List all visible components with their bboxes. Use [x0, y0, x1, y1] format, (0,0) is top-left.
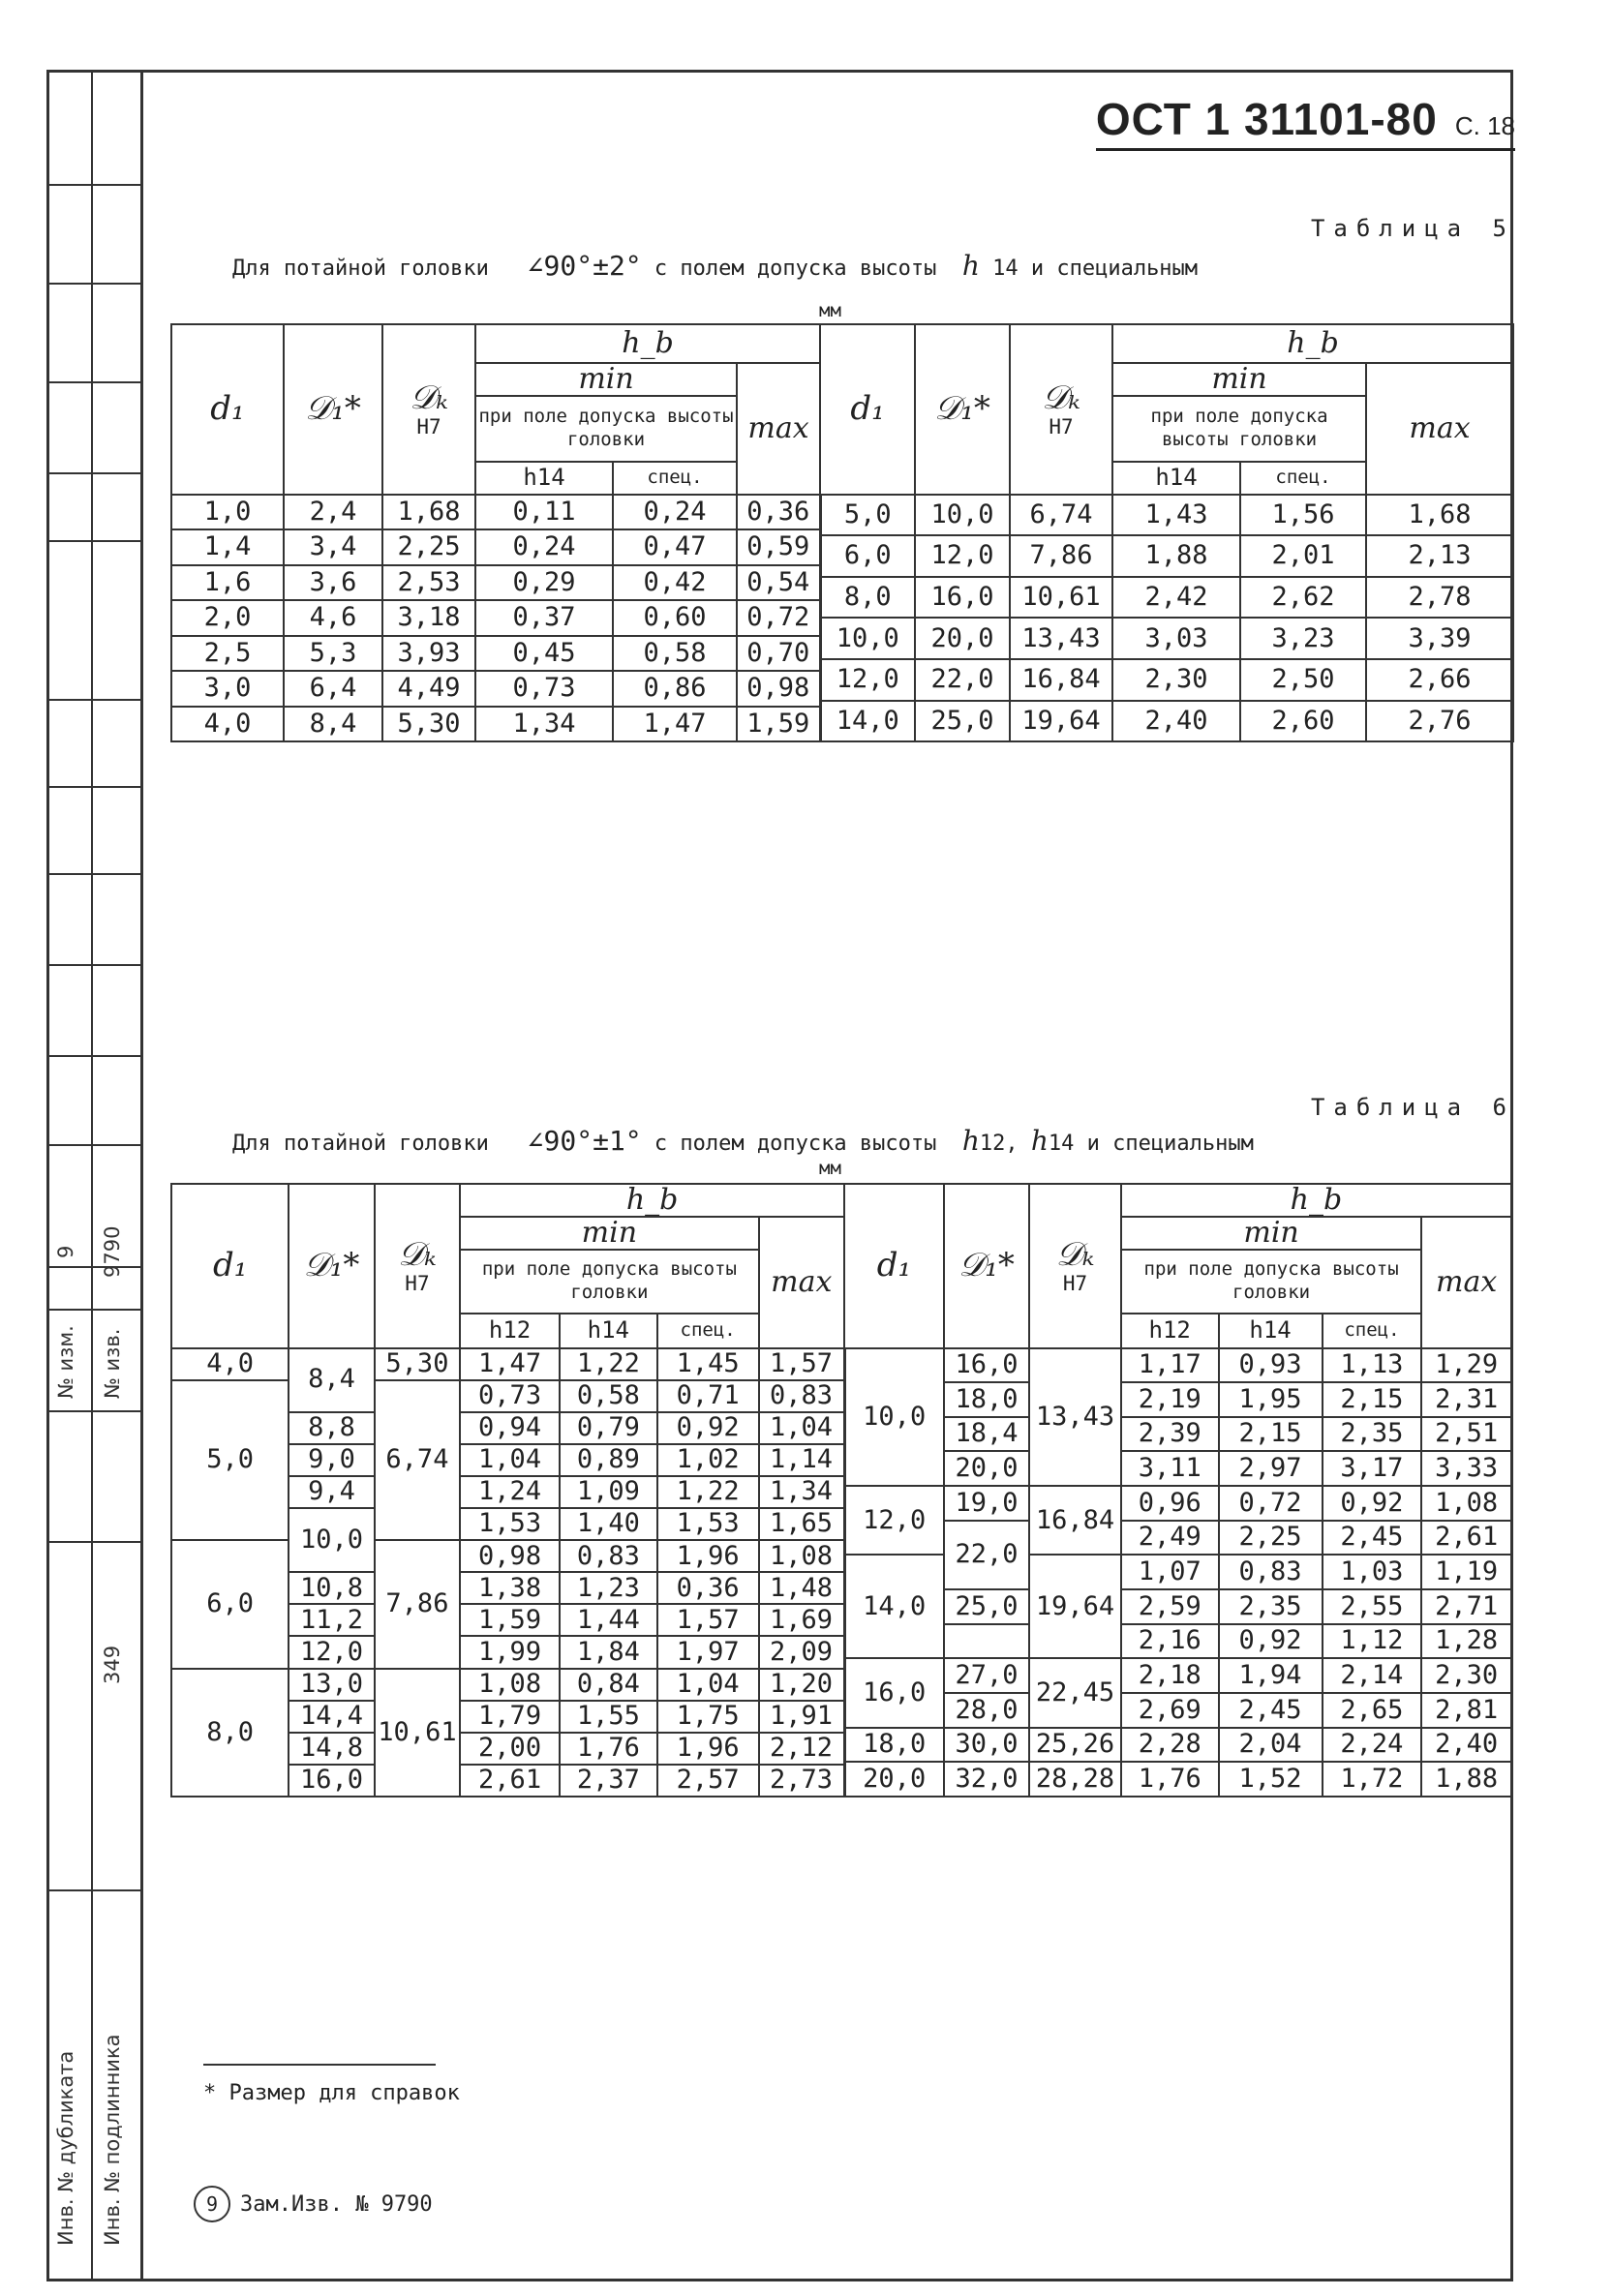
t6-cell: 2,69 — [1121, 1693, 1219, 1728]
t6-cell: 1,48 — [759, 1572, 844, 1604]
t6-cell: 1,75 — [657, 1701, 759, 1733]
t5-cell: 1,34 — [475, 707, 613, 742]
table5-title: Таблица 5 — [1310, 215, 1515, 242]
t6-cell: 2,71 — [1421, 1589, 1511, 1624]
doc-code: ОСТ 1 31101-80 — [1095, 94, 1438, 144]
t6-cell: 1,69 — [759, 1604, 844, 1636]
t6-cell: 13,0 — [289, 1669, 374, 1701]
t6-cell: 0,94 — [460, 1412, 560, 1444]
t5-cell: 1,56 — [1240, 495, 1366, 536]
t6-cell: 2,59 — [1121, 1589, 1219, 1624]
t5-cell: 2,66 — [1366, 659, 1513, 701]
t5-cell: 3,93 — [382, 636, 475, 672]
table6-unit: мм — [819, 1158, 841, 1179]
t6-cell: 6,0 — [171, 1540, 289, 1668]
t5-cell: 1,4 — [171, 529, 284, 565]
t6-cell: 1,09 — [560, 1476, 657, 1508]
t5-cell: 4,6 — [284, 600, 382, 636]
change-mark: 9 Зам.Изв. № 9790 — [194, 2186, 433, 2222]
t5-cell: 0,98 — [737, 671, 820, 707]
t5-cell: 3,39 — [1366, 618, 1513, 659]
table5: d₁ 𝒟₁* 𝒟ₖ H7 h_b d₁ 𝒟₁* 𝒟ₖ H7 h_b min max min max при поле допуска высоты головки при поле допуска высоты головки h14 спец. h14 спец. 1,0 2,4 1,68 0,11 0,24 0,36 5,0 10,0 6,74 1,43 1,56 1,68 1,4 3,4 2,25 0,24 0,47 0,59 6,0 12,0 7,86 1,88 2,01 2,13 1,6 3,6 2,53 0,29 0,42 0,54 8,0 16,0 10,61 2,42 2,62 2,78 2,0 4,6 3,18 0,37 0,60 0,72 10,0 20,0 13,43 3,03 3,23 3,39 2,5 5,3 3,93 0,45 0,58 0,70 12,0 22,0 16,84 2,30 2,50 2,66 3,0 6,4 4,49 0,73 0,86 0,98 14,0 25,0 19,64 2,40 2,60 2,76 4,0 8,4 5,30 1,34 1,47 1,59 — [170, 323, 1514, 742]
t6-cell: 2,24 — [1323, 1728, 1422, 1763]
t5-cell: 2,5 — [171, 636, 284, 672]
t6-cell: 27,0 — [944, 1658, 1029, 1693]
t6-cell: 1,19 — [1421, 1555, 1511, 1589]
t5-cell: 20,0 — [915, 618, 1010, 659]
document-header — [1096, 93, 1515, 145]
t5-cell: 10,61 — [1010, 577, 1112, 619]
t6-cell: 2,45 — [1219, 1693, 1323, 1728]
t6-cell: 25,0 — [944, 1589, 1029, 1624]
t6-cell: 1,72 — [1323, 1762, 1422, 1797]
t6-cell: 1,79 — [460, 1701, 560, 1733]
t5-cell: 0,42 — [613, 565, 737, 601]
t5-cell: 6,4 — [284, 671, 382, 707]
t5-cell: 0,70 — [737, 636, 820, 672]
t5-cell: 0,47 — [613, 529, 737, 565]
margin-izm-value: 9 — [54, 1245, 77, 1258]
col-hb: h_b — [475, 324, 820, 363]
t5-cell: 3,6 — [284, 565, 382, 601]
t6-cell: 0,36 — [657, 1572, 759, 1604]
t5-cell: 2,50 — [1240, 659, 1366, 701]
t5-cell: 25,0 — [915, 701, 1010, 742]
t5-cell: 5,3 — [284, 636, 382, 672]
t6-cell: 5,30 — [375, 1348, 460, 1380]
col-d1: d₁ — [171, 324, 284, 495]
t5-cell: 10,0 — [915, 495, 1010, 536]
table5-unit: мм — [819, 300, 841, 321]
t6-cell: 2,61 — [460, 1765, 560, 1797]
t5-cell: 7,86 — [1010, 535, 1112, 577]
margin-izv-value: 9790 — [101, 1225, 124, 1278]
t6-cell: 0,96 — [1121, 1486, 1219, 1521]
t6-cell: 1,24 — [460, 1476, 560, 1508]
t6-cell: 0,89 — [560, 1444, 657, 1476]
t6-cell: 2,97 — [1219, 1451, 1323, 1486]
t5-cell: 12,0 — [820, 659, 915, 701]
t5-cell: 4,0 — [171, 707, 284, 742]
t6-cell: 0,92 — [1219, 1624, 1323, 1659]
t6-cell: 6,74 — [375, 1380, 460, 1541]
t6-cell: 2,31 — [1421, 1382, 1511, 1417]
t6-cell: 0,83 — [759, 1380, 844, 1412]
t5-cell: 8,4 — [284, 707, 382, 742]
t5-cell: 14,0 — [820, 701, 915, 742]
t5-cell: 3,0 — [171, 671, 284, 707]
t6-cell: 1,22 — [560, 1348, 657, 1380]
t6-cell — [944, 1624, 1029, 1659]
t5-cell: 6,0 — [820, 535, 915, 577]
t6-cell: 2,15 — [1219, 1417, 1323, 1452]
t6-cell: 3,33 — [1421, 1451, 1511, 1486]
table6: d₁ 𝒟₁* 𝒟ₖ H7 h_b d₁ 𝒟₁* 𝒟ₖ H7 h_b min max min max при поле допуска высоты головки при поле допуска высоты головки h12 h14 спец. h12 h14 спец. 4,0 8,4 5,30 1,47 1,22 1,45 1,57 10,0 16,0 13,43 1,17 0,93 1,13 1,29 5,0 6,74 0,73 0,58 0,71 0,83 18,0 2,19 1,95 2,15 2,31 8,8 0,94 0,79 0,92 1,04 18,4 2,39 2,15 2,35 2,51 9,0 1,04 0,89 1,02 1,14 20,0 3,11 2,97 3,17 3,33 9,4 1,24 1,09 1,22 1,34 12,0 19,0 16,84 0,96 0,72 0,92 1,08 10,0 1,53 1,40 1,53 1,65 22,0 2,49 2,25 2,45 2,61 6,0 7,86 0,98 0,83 1,96 1,08 14,0 19,64 1,07 0,83 1,03 1,19 10,8 1,38 1,23 0,36 1,48 25,0 2,59 2,35 2,55 2,71 11,2 1,59 1,44 1,57 1,69 2,16 0,92 1,12 1,28 12,0 1,99 1,84 1,97 2,09 16,0 27,0 22,45 2,18 1,94 2,14 2,30 8,0 13,0 10,61 1,08 0,84 1,04 1,20 28,0 2,69 2,45 2,65 2,81 14,4 1,79 1,55 1,75 1,91 18,0 30,0 25,26 2,28 2,04 2,24 2,40 14,8 2,00 1,76 1,96 2,12 20,0 32,0 28,28 1,76 1,52 1,72 1,88 16,0 2,61 2,37 2,57 2,73 — [170, 1183, 1512, 1798]
t5-cell: 3,23 — [1240, 618, 1366, 659]
t5-cell: 2,0 — [171, 600, 284, 636]
t6-cell: 2,40 — [1421, 1728, 1511, 1763]
t6-cell: 9,4 — [289, 1476, 374, 1508]
t6-cell: 10,0 — [844, 1348, 944, 1487]
t6-cell: 0,93 — [1219, 1348, 1323, 1383]
t6-cell: 28,0 — [944, 1693, 1029, 1728]
page-number: С. 18 — [1454, 111, 1515, 140]
t6-cell: 1,07 — [1121, 1555, 1219, 1589]
t5-cell: 12,0 — [915, 535, 1010, 577]
t6-cell: 2,81 — [1421, 1693, 1511, 1728]
t6-cell: 28,28 — [1029, 1762, 1121, 1797]
t6-cell: 1,12 — [1323, 1624, 1422, 1659]
t6-cell: 30,0 — [944, 1728, 1029, 1763]
t6-cell: 14,0 — [844, 1555, 944, 1658]
t6-cell: 20,0 — [944, 1451, 1029, 1486]
t5-cell: 2,4 — [284, 495, 382, 530]
t6-cell: 1,97 — [657, 1636, 759, 1668]
t6-cell: 14,8 — [289, 1733, 374, 1765]
col-Dk: 𝒟ₖ H7 — [382, 324, 475, 495]
t5-cell: 3,18 — [382, 600, 475, 636]
t5-cell: 3,4 — [284, 529, 382, 565]
t6-cell: 22,45 — [1029, 1658, 1121, 1727]
t5-cell: 0,73 — [475, 671, 613, 707]
t5-cell: 2,01 — [1240, 535, 1366, 577]
t6-cell: 2,18 — [1121, 1658, 1219, 1693]
t6-cell: 1,45 — [657, 1348, 759, 1380]
t6-cell: 1,08 — [759, 1540, 844, 1572]
t5-cell: 0,72 — [737, 600, 820, 636]
t6-cell: 16,84 — [1029, 1486, 1121, 1555]
t6-cell: 1,13 — [1323, 1348, 1422, 1383]
t6-cell: 3,11 — [1121, 1451, 1219, 1486]
t6-cell: 2,37 — [560, 1765, 657, 1797]
t6-cell: 19,64 — [1029, 1555, 1121, 1658]
t6-cell: 1,84 — [560, 1636, 657, 1668]
t6-cell: 2,09 — [759, 1636, 844, 1668]
t6-cell: 25,26 — [1029, 1728, 1121, 1763]
t5-cell: 1,47 — [613, 707, 737, 742]
t6-cell: 12,0 — [289, 1636, 374, 1668]
t6-cell: 1,96 — [657, 1733, 759, 1765]
t6-cell: 0,98 — [460, 1540, 560, 1572]
t6-cell: 0,71 — [657, 1380, 759, 1412]
t6-cell: 1,23 — [560, 1572, 657, 1604]
t5-cell: 0,24 — [475, 529, 613, 565]
t5-cell: 0,45 — [475, 636, 613, 672]
t6-cell: 1,02 — [657, 1444, 759, 1476]
t5-cell: 0,54 — [737, 565, 820, 601]
t6-cell: 1,57 — [759, 1348, 844, 1380]
t5-cell: 3,03 — [1112, 618, 1240, 659]
t5-cell: 0,37 — [475, 600, 613, 636]
t6-cell: 14,4 — [289, 1701, 374, 1733]
t6-cell: 1,59 — [460, 1604, 560, 1636]
t6-cell: 8,8 — [289, 1412, 374, 1444]
t5-cell: 0,24 — [613, 495, 737, 530]
t5-cell: 2,60 — [1240, 701, 1366, 742]
t6-cell: 1,99 — [460, 1636, 560, 1668]
t6-cell: 1,38 — [460, 1572, 560, 1604]
t5-cell: 2,30 — [1112, 659, 1240, 701]
t6-cell: 1,22 — [657, 1476, 759, 1508]
margin-izv-label: № изв. — [101, 1328, 124, 1399]
t6-cell: 2,16 — [1121, 1624, 1219, 1659]
t6-cell: 11,2 — [289, 1604, 374, 1636]
t5-cell: 0,86 — [613, 671, 737, 707]
t6-cell: 1,04 — [657, 1669, 759, 1701]
t5-cell: 2,42 — [1112, 577, 1240, 619]
t6-cell: 1,96 — [657, 1540, 759, 1572]
col-hb-r: h_b — [1112, 324, 1513, 363]
t6-cell: 2,49 — [1121, 1521, 1219, 1556]
t6-cell: 1,53 — [460, 1508, 560, 1540]
t6-cell: 1,95 — [1219, 1382, 1323, 1417]
t6-cell: 1,08 — [1421, 1486, 1511, 1521]
t6-cell: 1,44 — [560, 1604, 657, 1636]
t6-cell: 1,03 — [1323, 1555, 1422, 1589]
t5-cell: 2,76 — [1366, 701, 1513, 742]
t5-cell: 0,29 — [475, 565, 613, 601]
table6-caption: Для потайной головки ∠90°±1° с полем допуска высоты h12, h14 и специальным — [232, 1125, 1254, 1157]
t6-cell: 0,83 — [1219, 1555, 1323, 1589]
t5-cell: 2,40 — [1112, 701, 1240, 742]
t5-cell: 1,59 — [737, 707, 820, 742]
t6-cell: 1,04 — [759, 1412, 844, 1444]
t5-cell: 16,0 — [915, 577, 1010, 619]
t6-cell: 0,79 — [560, 1412, 657, 1444]
col-Dk-r: 𝒟ₖ H7 — [1010, 324, 1112, 495]
t5-cell: 4,49 — [382, 671, 475, 707]
t6-cell: 0,73 — [460, 1380, 560, 1412]
t6-cell: 18,4 — [944, 1417, 1029, 1452]
t6-cell: 1,55 — [560, 1701, 657, 1733]
t6-cell: 18,0 — [944, 1382, 1029, 1417]
t5-cell: 2,78 — [1366, 577, 1513, 619]
t6-cell: 1,88 — [1421, 1762, 1511, 1797]
footnote: * Размер для справок — [203, 2081, 460, 2105]
t6-cell: 16,0 — [844, 1658, 944, 1727]
t6-cell: 22,0 — [944, 1521, 1029, 1589]
t5-cell: 1,88 — [1112, 535, 1240, 577]
footnote-rule — [203, 2064, 436, 2066]
t5-cell: 2,62 — [1240, 577, 1366, 619]
t6-cell: 2,25 — [1219, 1521, 1323, 1556]
t5-cell: 0,58 — [613, 636, 737, 672]
t5-cell: 1,68 — [382, 495, 475, 530]
t6-cell: 1,20 — [759, 1669, 844, 1701]
t5-cell: 10,0 — [820, 618, 915, 659]
t5-cell: 16,84 — [1010, 659, 1112, 701]
t6-cell: 13,43 — [1029, 1348, 1121, 1487]
t6-cell: 1,76 — [1121, 1762, 1219, 1797]
t6-cell: 32,0 — [944, 1762, 1029, 1797]
t6-cell: 10,61 — [375, 1669, 460, 1797]
t6-cell: 1,08 — [460, 1669, 560, 1701]
t6-cell: 0,92 — [657, 1412, 759, 1444]
t6-cell: 4,0 — [171, 1348, 289, 1380]
t5-cell: 8,0 — [820, 577, 915, 619]
t5-cell: 2,13 — [1366, 535, 1513, 577]
t6-cell: 0,58 — [560, 1380, 657, 1412]
t6-cell: 2,51 — [1421, 1417, 1511, 1452]
t6-cell: 8,0 — [171, 1669, 289, 1797]
t6-cell: 10,8 — [289, 1572, 374, 1604]
t5-cell: 1,43 — [1112, 495, 1240, 536]
t6-cell: 1,47 — [460, 1348, 560, 1380]
t5-cell: 5,30 — [382, 707, 475, 742]
t6-cell: 2,55 — [1323, 1589, 1422, 1624]
t6-cell: 0,84 — [560, 1669, 657, 1701]
t5-cell: 5,0 — [820, 495, 915, 536]
t6-cell: 16,0 — [944, 1348, 1029, 1383]
t6-cell: 7,86 — [375, 1540, 460, 1668]
t6-cell: 2,28 — [1121, 1728, 1219, 1763]
t5-cell: 0,59 — [737, 529, 820, 565]
col-D1-r: 𝒟₁* — [915, 324, 1010, 495]
t5-cell: 19,64 — [1010, 701, 1112, 742]
t6-cell: 2,57 — [657, 1765, 759, 1797]
t5-cell: 0,60 — [613, 600, 737, 636]
t6-cell: 2,65 — [1323, 1693, 1422, 1728]
t5-cell: 6,74 — [1010, 495, 1112, 536]
t6-cell: 1,76 — [560, 1733, 657, 1765]
t6-cell: 2,15 — [1323, 1382, 1422, 1417]
margin-dubl-label: Инв. № дубликата — [54, 2050, 77, 2246]
t6-cell: 1,34 — [759, 1476, 844, 1508]
t6-cell: 5,0 — [171, 1380, 289, 1541]
t6-cell: 19,0 — [944, 1486, 1029, 1521]
t6-cell: 1,29 — [1421, 1348, 1511, 1383]
t5-cell: 2,25 — [382, 529, 475, 565]
t5-cell: 1,6 — [171, 565, 284, 601]
t5-cell: 0,11 — [475, 495, 613, 530]
t5-cell: 22,0 — [915, 659, 1010, 701]
t5-cell: 1,0 — [171, 495, 284, 530]
t6-cell: 1,40 — [560, 1508, 657, 1540]
t5-cell: 13,43 — [1010, 618, 1112, 659]
t6-cell: 2,61 — [1421, 1521, 1511, 1556]
t6-cell: 2,45 — [1323, 1521, 1422, 1556]
t6-cell: 2,00 — [460, 1733, 560, 1765]
t6-cell: 2,12 — [759, 1733, 844, 1765]
col-d1-r: d₁ — [820, 324, 915, 495]
t6-cell: 2,04 — [1219, 1728, 1323, 1763]
t6-cell: 1,65 — [759, 1508, 844, 1540]
t6-cell: 1,17 — [1121, 1348, 1219, 1383]
t6-cell: 2,35 — [1323, 1417, 1422, 1452]
margin-izm-label: № изм. — [54, 1325, 77, 1399]
t6-cell: 2,73 — [759, 1765, 844, 1797]
t6-cell: 0,83 — [560, 1540, 657, 1572]
t6-cell: 9,0 — [289, 1444, 374, 1476]
margin-strip — [46, 70, 143, 2281]
t5-cell: 2,53 — [382, 565, 475, 601]
t6-cell: 0,72 — [1219, 1486, 1323, 1521]
t6-cell: 8,4 — [289, 1348, 374, 1412]
t6-cell: 1,28 — [1421, 1624, 1511, 1659]
t6-cell: 1,53 — [657, 1508, 759, 1540]
t6-cell: 12,0 — [844, 1486, 944, 1555]
t5-cell: 1,68 — [1366, 495, 1513, 536]
margin-podl-label: Инв. № подлинника — [101, 2034, 124, 2246]
t6-cell: 16,0 — [289, 1765, 374, 1797]
t6-cell: 1,91 — [759, 1701, 844, 1733]
margin-podlinnik-value: 349 — [101, 1645, 124, 1684]
table6-title: Таблица 6 — [1310, 1094, 1515, 1121]
t5-cell: 0,36 — [737, 495, 820, 530]
t6-cell: 3,17 — [1323, 1451, 1422, 1486]
t6-cell: 1,14 — [759, 1444, 844, 1476]
table5-caption: Для потайной головки ∠90°±2° с полем допуска высоты h 14 и специальным — [232, 250, 1199, 282]
t6-cell: 0,92 — [1323, 1486, 1422, 1521]
t6-cell: 1,94 — [1219, 1658, 1323, 1693]
t6-cell: 20,0 — [844, 1762, 944, 1797]
t6-cell: 2,30 — [1421, 1658, 1511, 1693]
t6-cell: 1,52 — [1219, 1762, 1323, 1797]
t6-cell: 1,57 — [657, 1604, 759, 1636]
t6-cell: 2,35 — [1219, 1589, 1323, 1624]
t6-cell: 1,04 — [460, 1444, 560, 1476]
t6-cell: 10,0 — [289, 1508, 374, 1572]
t6-cell: 18,0 — [844, 1728, 944, 1763]
t6-cell: 2,39 — [1121, 1417, 1219, 1452]
t6-cell: 2,14 — [1323, 1658, 1422, 1693]
t6-cell: 2,19 — [1121, 1382, 1219, 1417]
col-D1: 𝒟₁* — [284, 324, 382, 495]
